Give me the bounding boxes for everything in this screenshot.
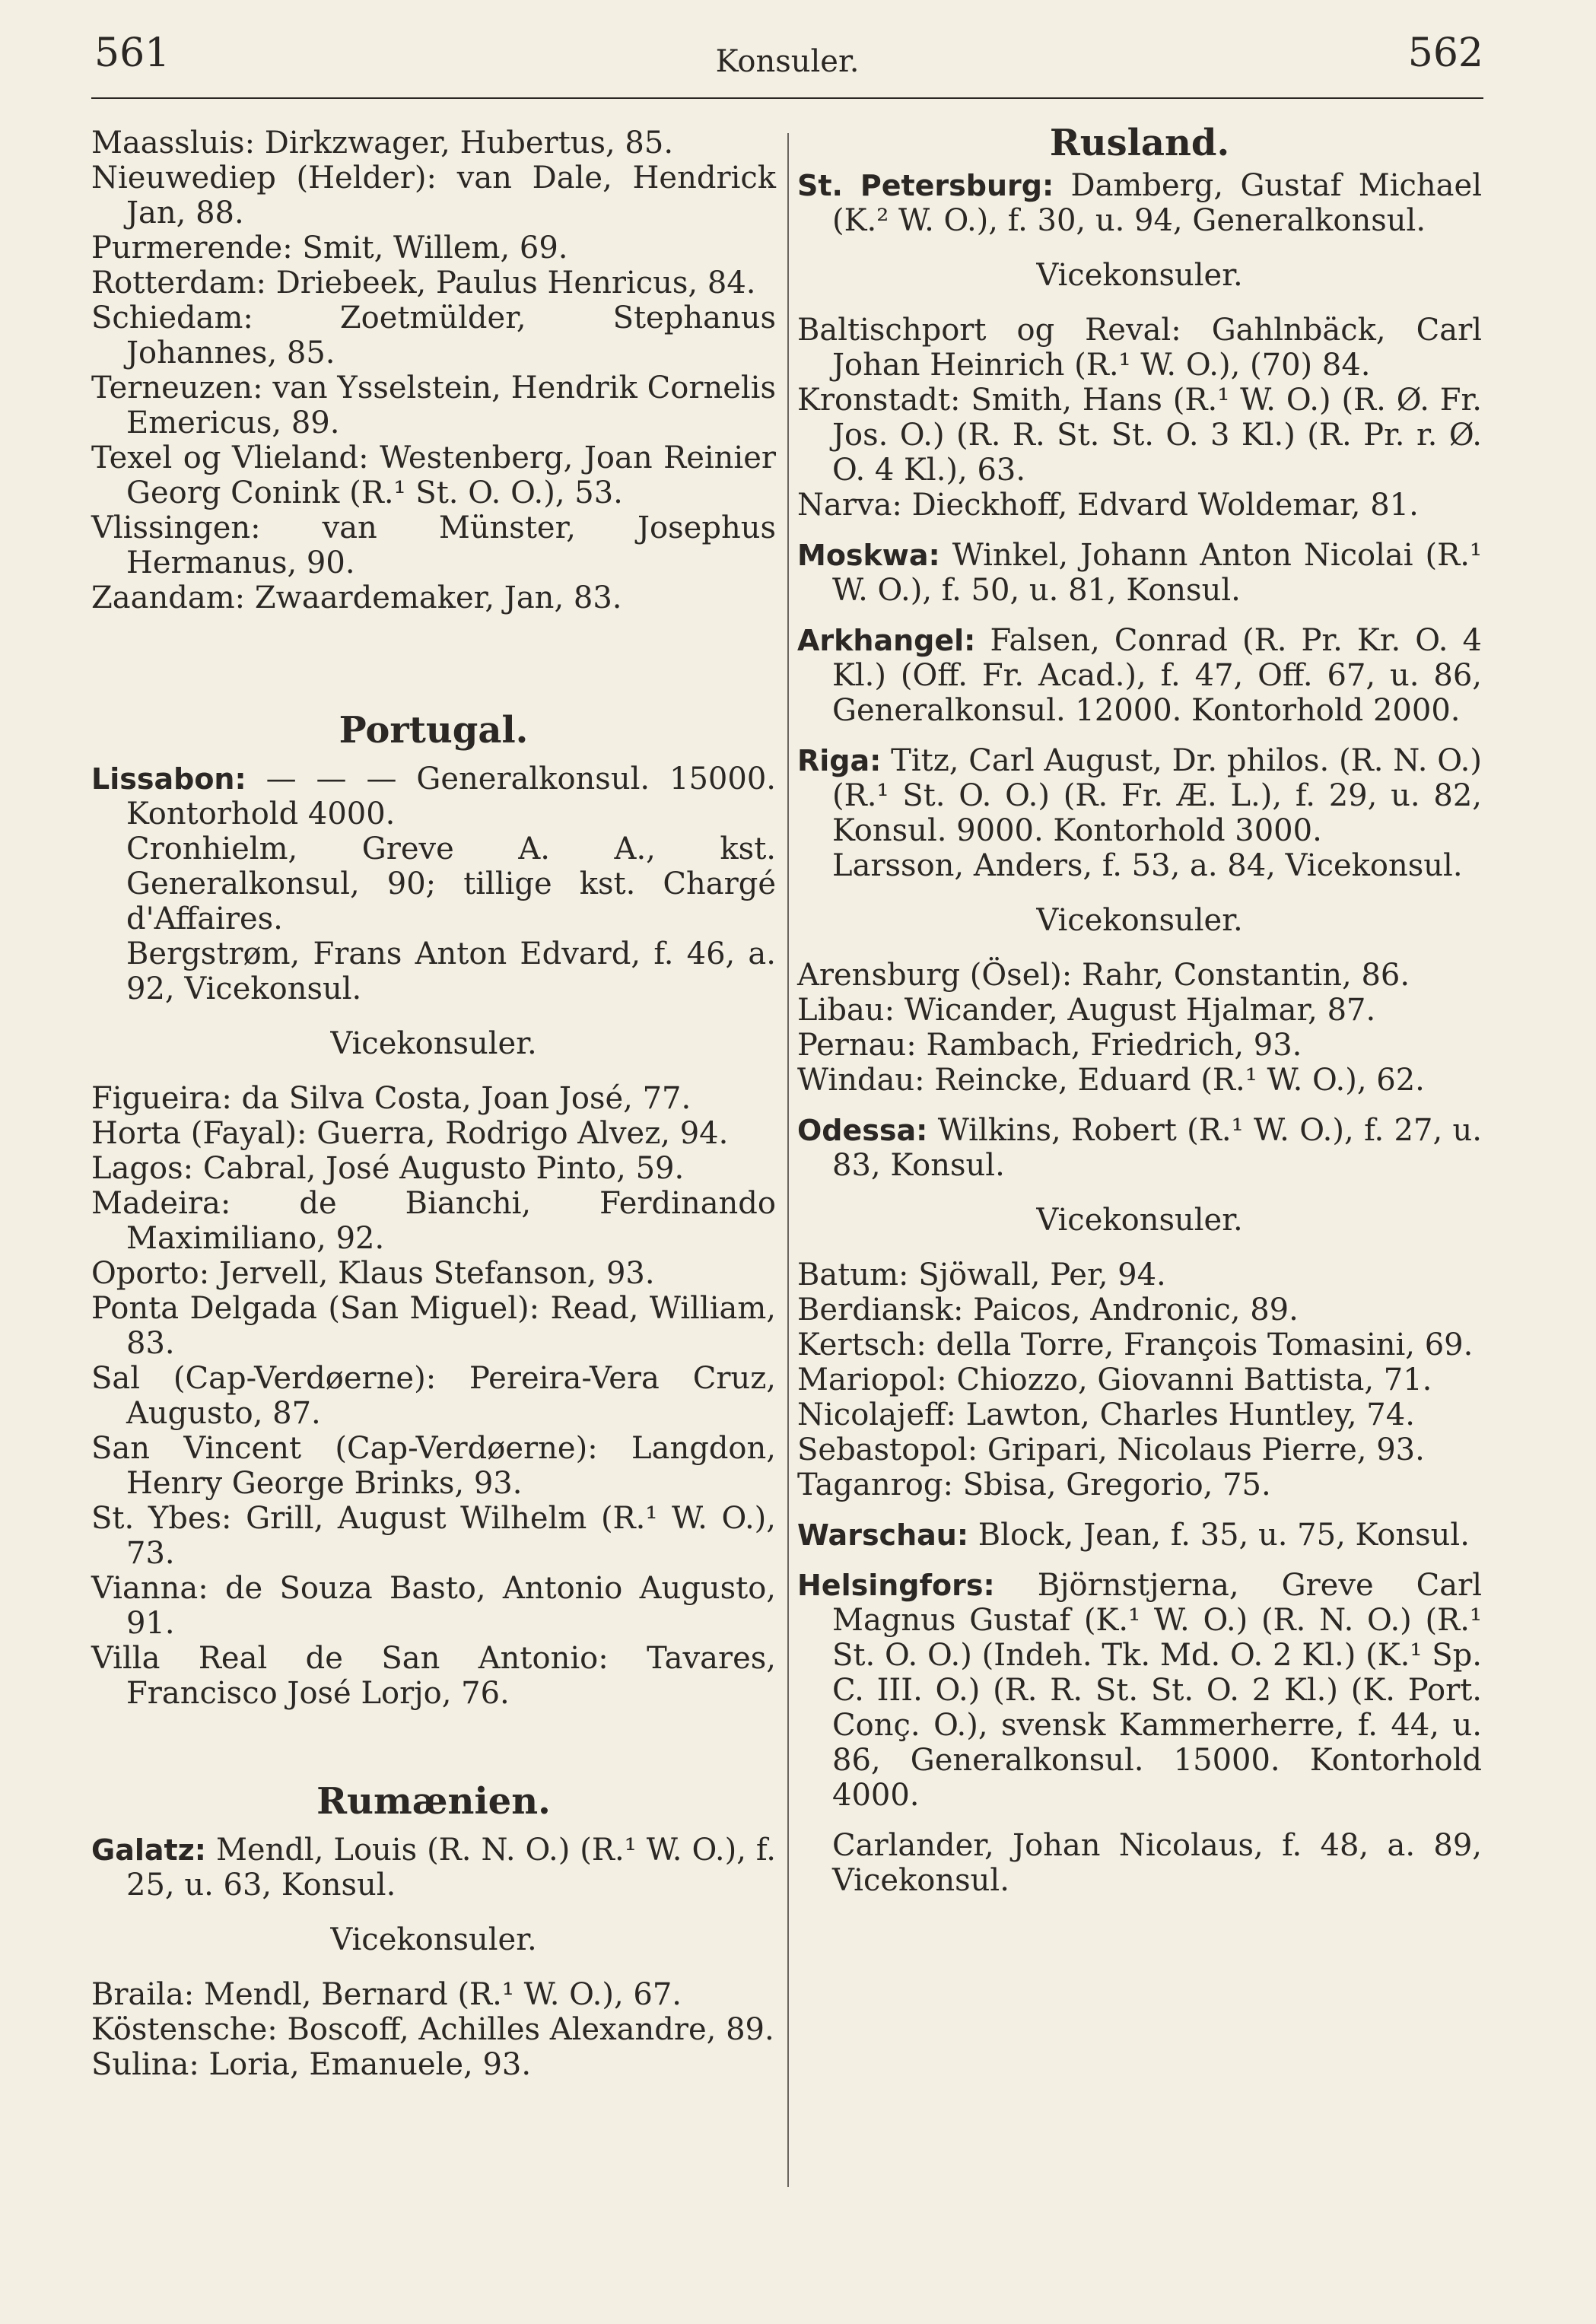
consulate-entry-lissabon	[91, 761, 776, 831]
list-item: Batum: Sjöwall, Per, 94.	[797, 1257, 1166, 1292]
city-name: St. Petersburg:	[797, 169, 1054, 202]
list-item: Nieuwediep (Helder): van Dale, Hendrick Jan, 88.	[91, 161, 776, 230]
subheading-vicekonsuler: Vicekonsuler.	[330, 1922, 537, 1957]
consulate-entry-petersburg	[797, 168, 1482, 238]
consulate-entry-odessa	[797, 1113, 1482, 1183]
consulate-entry-helsingfors	[797, 1568, 1482, 1813]
left-column	[91, 126, 776, 2082]
section-title-rumaenien: Rumænien.	[316, 1780, 551, 1823]
section-title-rusland: Rusland.	[1049, 122, 1230, 164]
entry-text: Falsen, Conrad (R. Pr. Kr. O. 4 Kl.) (Off. Fr. Acad.), f. 47, Off. 67, u. 86, Generalkonsul. 12000. Kontorhold 2000.	[832, 623, 1482, 728]
list-item: Nicolajeff: Lawton, Charles Huntley, 74.	[797, 1397, 1415, 1432]
list-item: Köstensche: Boscoff, Achilles Alexandre, 89.	[91, 2012, 774, 2047]
list-item: Braila: Mendl, Bernard (R.¹ W. O.), 67.	[91, 1977, 682, 2012]
consulate-entry-riga	[797, 743, 1482, 848]
city-name: Lissabon:	[91, 762, 246, 796]
list-item: Rotterdam: Driebeek, Paulus Henricus, 84.	[91, 265, 756, 300]
page-header	[91, 23, 1483, 99]
consulate-entry-moskwa	[797, 538, 1482, 608]
list-item: Larsson, Anders, f. 53, a. 84, Vicekonsul.	[832, 848, 1463, 883]
entry-text: Winkel, Johann Anton Nicolai (R.¹ W. O.), f. 50, u. 81, Konsul.	[832, 538, 1482, 608]
list-item: Kertsch: della Torre, François Tomasini, 69.	[797, 1327, 1474, 1362]
entry-text: Titz, Carl August, Dr. philos. (R. N. O.) (R.¹ St. O. O.) (R. Fr. Æ. L.), f. 29, u. 82, Konsul. 9000. Kontorhold 3000.	[832, 743, 1482, 848]
consulate-entry-galatz	[91, 1833, 776, 1903]
list-item: Taganrog: Sbisa, Gregorio, 75.	[797, 1467, 1271, 1502]
list-item: Sal (Cap-Verdøerne): Pereira-Vera Cruz, Augusto, 87.	[91, 1361, 776, 1431]
list-item: Horta (Fayal): Guerra, Rodrigo Alvez, 94.	[91, 1116, 729, 1151]
consulate-entry-warschau	[797, 1518, 1482, 1553]
list-item: Baltischport og Reval: Gahlnbäck, Carl Johan Heinrich (R.¹ W. O.), (70) 84.	[797, 313, 1482, 383]
list-item: Cronhielm, Greve A. A., kst. Generalkonsul, 90; tillige kst. Chargé d'Affaires.	[126, 831, 776, 936]
list-item: Pernau: Rambach, Friedrich, 93.	[797, 1028, 1302, 1063]
right-page-number: 562	[1407, 30, 1483, 76]
list-item: Libau: Wicander, August Hjalmar, 87.	[797, 993, 1376, 1028]
list-item: Bergstrøm, Frans Anton Edvard, f. 46, a. 92, Vicekonsul.	[126, 936, 776, 1006]
list-item: Vianna: de Souza Basto, Antonio Augusto, 91.	[91, 1571, 776, 1641]
subheading-vicekonsuler: Vicekonsuler.	[330, 1026, 537, 1061]
consulate-entry-arkhangel	[797, 623, 1482, 728]
running-head: Konsuler.	[715, 44, 860, 79]
city-name: Warschau:	[797, 1518, 969, 1552]
list-item: Zaandam: Zwaardemaker, Jan, 83.	[91, 580, 622, 615]
subheading-vicekonsuler: Vicekonsuler.	[1036, 258, 1243, 293]
list-item: St. Ybes: Grill, August Wilhelm (R.¹ W. O.), 73.	[91, 1501, 776, 1571]
entry-text: Wilkins, Robert (R.¹ W. O.), f. 27, u. 83, Konsul.	[832, 1113, 1482, 1183]
list-item: Mariopol: Chiozzo, Giovanni Battista, 71.	[797, 1362, 1432, 1397]
list-item: Terneuzen: van Ysselstein, Hendrik Cornelis Emericus, 89.	[91, 370, 776, 440]
list-item: Arensburg (Ösel): Rahr, Constantin, 86.	[797, 958, 1410, 993]
entry-text: Björnstjerna, Greve Carl Magnus Gustaf (K.¹ W. O.) (R. N. O.) (R.¹ St. O. O.) (Indeh. Tk. Md. O. 2 Kl.) (K.¹ Sp. C. III. O.) (R. R. St. St. O. 2 Kl.) (K. Port. Conç. O.), svensk Kammerherre, f. 44, u. 86, Generalkonsul. 15000. Kontorhold 4000.	[832, 1568, 1482, 1813]
city-name: Arkhangel:	[797, 624, 976, 657]
list-item: Villa Real de San Antonio: Tavares, Francisco José Lorjo, 76.	[91, 1641, 776, 1711]
column-divider	[787, 133, 789, 2187]
city-name: Odessa:	[797, 1114, 928, 1147]
list-item: Sulina: Loria, Emanuele, 93.	[91, 2047, 532, 2082]
list-item: Kronstadt: Smith, Hans (R.¹ W. O.) (R. Ø. Fr. Jos. O.) (R. R. St. St. O. 3 Kl.) (R. Pr. r. Ø. O. 4 Kl.), 63.	[797, 383, 1482, 488]
list-item: Windau: Reincke, Eduard (R.¹ W. O.), 62.	[797, 1063, 1425, 1098]
list-item: Vlissingen: van Münster, Josephus Hermanus, 90.	[91, 510, 776, 580]
right-column	[797, 122, 1482, 1898]
entry-text: Mendl, Louis (R. N. O.) (R.¹ W. O.), f. 25, u. 63, Konsul.	[126, 1833, 776, 1903]
list-item: San Vincent (Cap-Verdøerne): Langdon, Henry George Brinks, 93.	[91, 1431, 776, 1501]
entry-text: Block, Jean, f. 35, u. 75, Konsul.	[978, 1518, 1470, 1553]
list-item: Oporto: Jervell, Klaus Stefanson, 93.	[91, 1256, 655, 1291]
list-item: Narva: Dieckhoff, Edvard Woldemar, 81.	[797, 488, 1419, 523]
list-item: Maassluis: Dirkzwager, Hubertus, 85.	[91, 126, 674, 161]
section-title-portugal: Portugal.	[339, 709, 529, 752]
entry-text: Damberg, Gustaf Michael (K.² W. O.), f. 30, u. 94, Generalkonsul.	[832, 168, 1482, 238]
header-rule	[91, 97, 1483, 99]
list-item: Sebastopol: Gripari, Nicolaus Pierre, 93.	[797, 1432, 1425, 1467]
list-item: Figueira: da Silva Costa, Joan José, 77.	[91, 1081, 691, 1116]
subheading-vicekonsuler: Vicekonsuler.	[1036, 1203, 1243, 1238]
subheading-vicekonsuler: Vicekonsuler.	[1036, 903, 1243, 938]
entry-text: — — — Generalkonsul. 15000. Kontorhold 4000.	[126, 761, 776, 831]
list-item: Lagos: Cabral, José Augusto Pinto, 59.	[91, 1151, 685, 1186]
city-name: Helsingfors:	[797, 1569, 995, 1602]
list-item: Madeira: de Bianchi, Ferdinando Maximiliano, 92.	[91, 1186, 776, 1256]
list-item: Purmerende: Smit, Willem, 69.	[91, 230, 568, 265]
list-item: Berdiansk: Paicos, Andronic, 89.	[797, 1292, 1299, 1327]
list-item: Carlander, Johan Nicolaus, f. 48, a. 89, Vicekonsul.	[832, 1828, 1482, 1898]
list-item: Texel og Vlieland: Westenberg, Joan Reinier Georg Conink (R.¹ St. O. O.), 53.	[91, 440, 776, 510]
list-item: Ponta Delgada (San Miguel): Read, William, 83.	[91, 1291, 776, 1361]
city-name: Moskwa:	[797, 539, 940, 572]
left-page-number: 561	[94, 30, 170, 76]
city-name: Galatz:	[91, 1833, 206, 1867]
city-name: Riga:	[797, 744, 882, 777]
list-item: Schiedam: Zoetmülder, Stephanus Johannes, 85.	[91, 300, 776, 370]
